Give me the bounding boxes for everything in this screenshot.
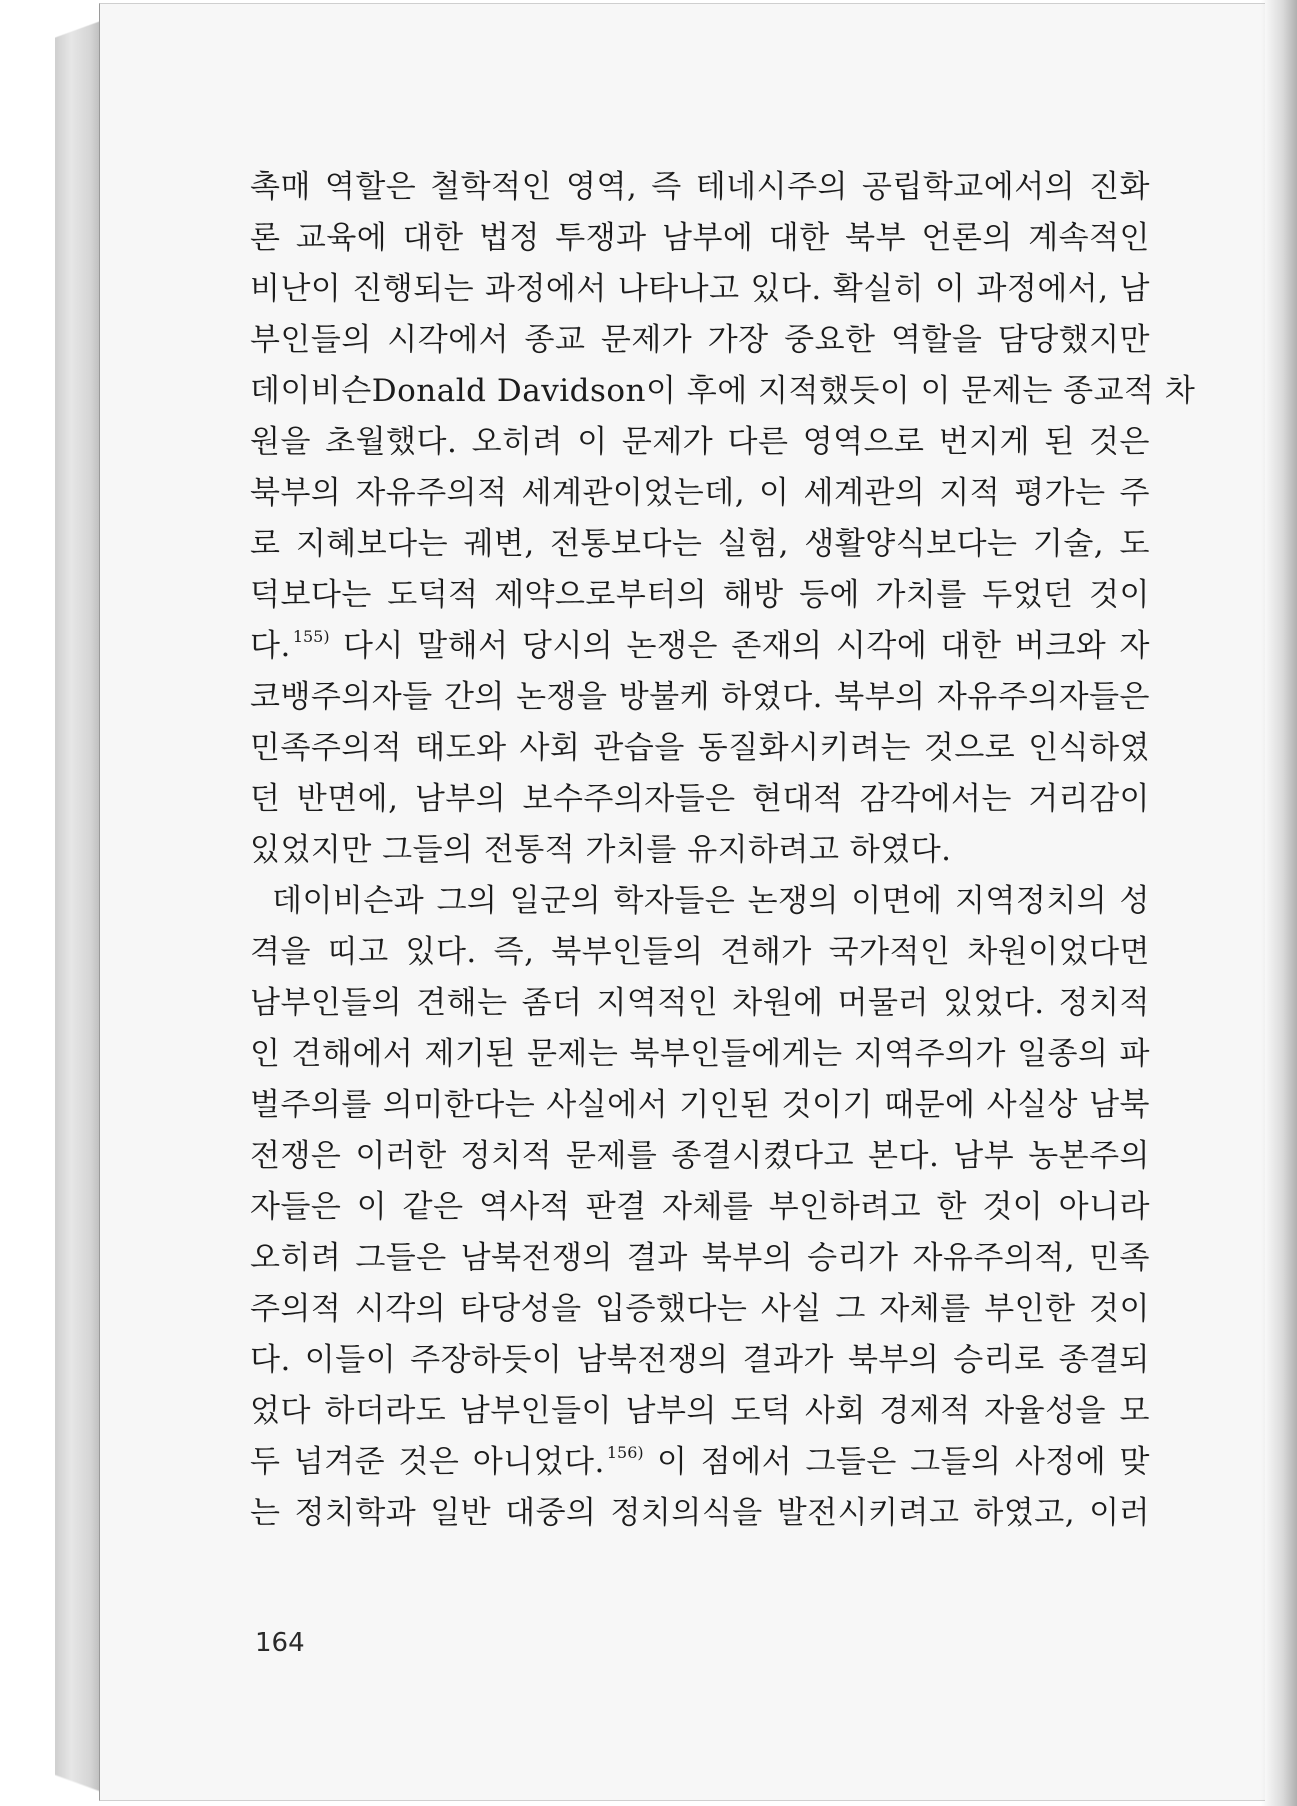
line-text-before: 두 넘겨준 것은 아니었다. bbox=[250, 1444, 605, 1480]
text-line: 인 견해에서 제기된 문제는 북부인들에게는 지역주의가 일종의 파 bbox=[250, 1036, 1150, 1072]
line-text-before: 다. bbox=[250, 628, 291, 664]
text-line: 있었지만 그들의 전통적 가치를 유지하려고 하였다. bbox=[250, 832, 952, 868]
text-line: 격을 띠고 있다. 즉, 북부인들의 견해가 국가적인 차원이었다면 bbox=[250, 934, 1150, 970]
book-corner-top bbox=[55, 0, 101, 60]
text-line: 다. 이들이 주장하듯이 남북전쟁의 결과가 북부의 승리로 종결되 bbox=[250, 1342, 1150, 1378]
footnote-ref-156: 156) bbox=[606, 1443, 644, 1462]
text-line: 었다 하더라도 남부인들이 남부의 도덕 사회 경제적 자율성을 모 bbox=[250, 1393, 1150, 1429]
footnote-ref-155: 155) bbox=[292, 627, 330, 646]
text-line: 민족주의적 태도와 사회 관습을 동질화시키려는 것으로 인식하였 bbox=[250, 730, 1150, 766]
text-line: 코뱅주의자들 간의 논쟁을 방불케 하였다. 북부의 자유주의자들은 bbox=[250, 679, 1150, 715]
text-line: 자들은 이 같은 역사적 판결 자체를 부인하려고 한 것이 아니라 bbox=[250, 1189, 1150, 1225]
body-text bbox=[250, 162, 1196, 1539]
text-line: 비난이 진행되는 과정에서 나타나고 있다. 확실히 이 과정에서, 남 bbox=[250, 271, 1150, 307]
text-line: 벌주의를 의미한다는 사실에서 기인된 것이기 때문에 사실상 남북 bbox=[250, 1087, 1150, 1123]
text-line: 던 반면에, 남부의 보수주의자들은 현대적 감각에서는 거리감이 bbox=[250, 781, 1150, 817]
text-line: 는 정치학과 일반 대중의 정치의식을 발전시키려고 하였고, 이러 bbox=[250, 1495, 1150, 1531]
text-line: 덕보다는 도덕적 제약으로부터의 해방 등에 가치를 두었던 것이 bbox=[250, 577, 1150, 613]
text-line: 북부의 자유주의적 세계관이었는데, 이 세계관의 지적 평가는 주 bbox=[250, 475, 1150, 511]
text-line: 로 지혜보다는 궤변, 전통보다는 실험, 생활양식보다는 기술, 도 bbox=[250, 526, 1150, 562]
book-spine bbox=[55, 0, 101, 1806]
book-corner-bottom bbox=[55, 1756, 101, 1806]
page-number: 164 bbox=[255, 1628, 305, 1658]
line-text-after: 이 점에서 그들은 그들의 사정에 맞 bbox=[643, 1444, 1150, 1480]
text-line: 데이비슨과 그의 일군의 학자들은 논쟁의 이면에 지역정치의 성 bbox=[272, 883, 1150, 919]
text-line: 전쟁은 이러한 정치적 문제를 종결시켰다고 본다. 남부 농본주의 bbox=[250, 1138, 1150, 1174]
text-line-with-footnote bbox=[250, 621, 1150, 672]
text-line: 주의적 시각의 타당성을 입증했다는 사실 그 자체를 부인한 것이 bbox=[250, 1291, 1150, 1327]
page-edge-shadow bbox=[1261, 0, 1297, 1806]
text-line: 원을 초월했다. 오히려 이 문제가 다른 영역으로 번지게 된 것은 bbox=[250, 424, 1150, 460]
text-line: 부인들의 시각에서 종교 문제가 가장 중요한 역할을 담당했지만 bbox=[250, 322, 1150, 358]
text-line: 데이비슨Donald Davidson이 후에 지적했듯이 이 문제는 종교적 차 bbox=[250, 373, 1196, 409]
text-line: 론 교육에 대한 법정 투쟁과 남부에 대한 북부 언론의 계속적인 bbox=[250, 220, 1150, 256]
text-line-with-footnote bbox=[250, 1437, 1150, 1488]
text-line: 남부인들의 견해는 좀더 지역적인 차원에 머물러 있었다. 정치적 bbox=[250, 985, 1150, 1021]
line-text-after: 다시 말해서 당시의 논쟁은 존재의 시각에 대한 버크와 자 bbox=[329, 628, 1150, 664]
text-line: 오히려 그들은 남북전쟁의 결과 북부의 승리가 자유주의적, 민족 bbox=[250, 1240, 1150, 1276]
text-line: 촉매 역할은 철학적인 영역, 즉 테네시주의 공립학교에서의 진화 bbox=[250, 169, 1150, 205]
